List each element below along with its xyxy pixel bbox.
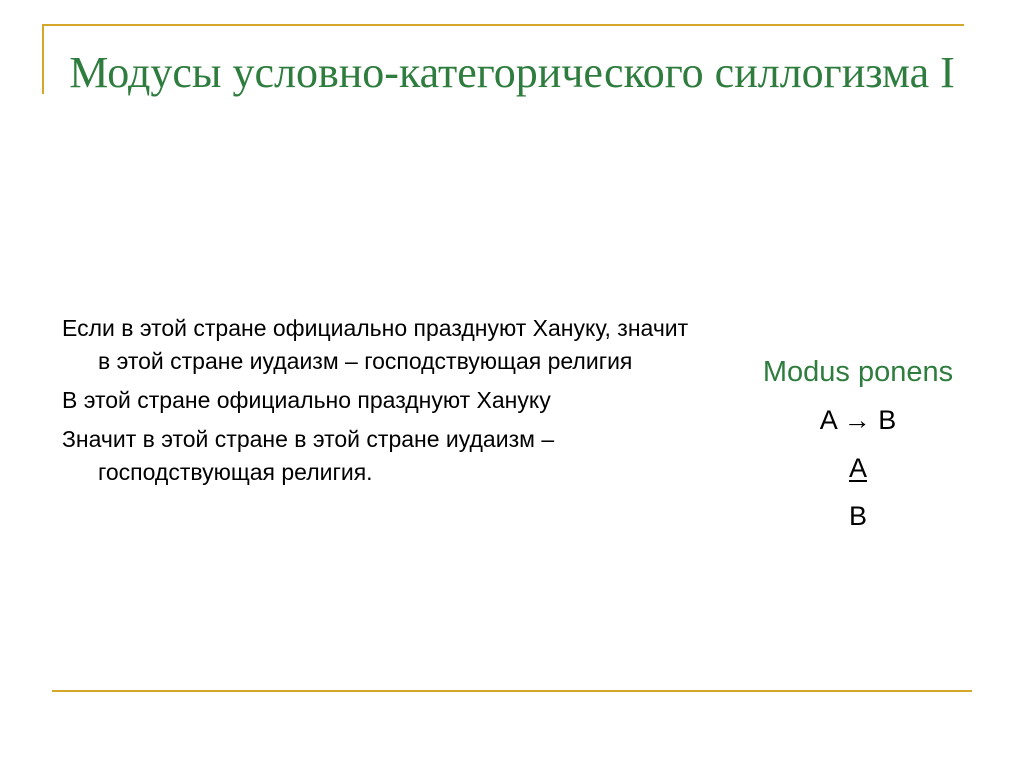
modus-major-premise: A → B	[819, 405, 897, 435]
modus-minor-premise: A	[848, 453, 867, 483]
bottom-border-line	[52, 690, 972, 692]
statement-minor-premise: В этой стране официально празднуют Хануку	[62, 387, 551, 413]
syllogism-statements	[62, 312, 702, 495]
modus-schema	[730, 350, 986, 542]
left-border-line	[42, 24, 44, 94]
modus-name: Modus ponens	[762, 356, 954, 388]
modus-conclusion: B	[848, 501, 867, 531]
statement-major-premise: Если в этой стране официально празднуют Хануку, значит в этой стране иудаизм – господствующая религия	[62, 315, 689, 374]
top-border-line	[42, 24, 964, 26]
statement-conclusion: Значит в этой стране в этой стране иудаизм – господствующая религия.	[62, 426, 555, 485]
slide-title: Модусы условно-категорического силлогизма I	[69, 48, 955, 97]
